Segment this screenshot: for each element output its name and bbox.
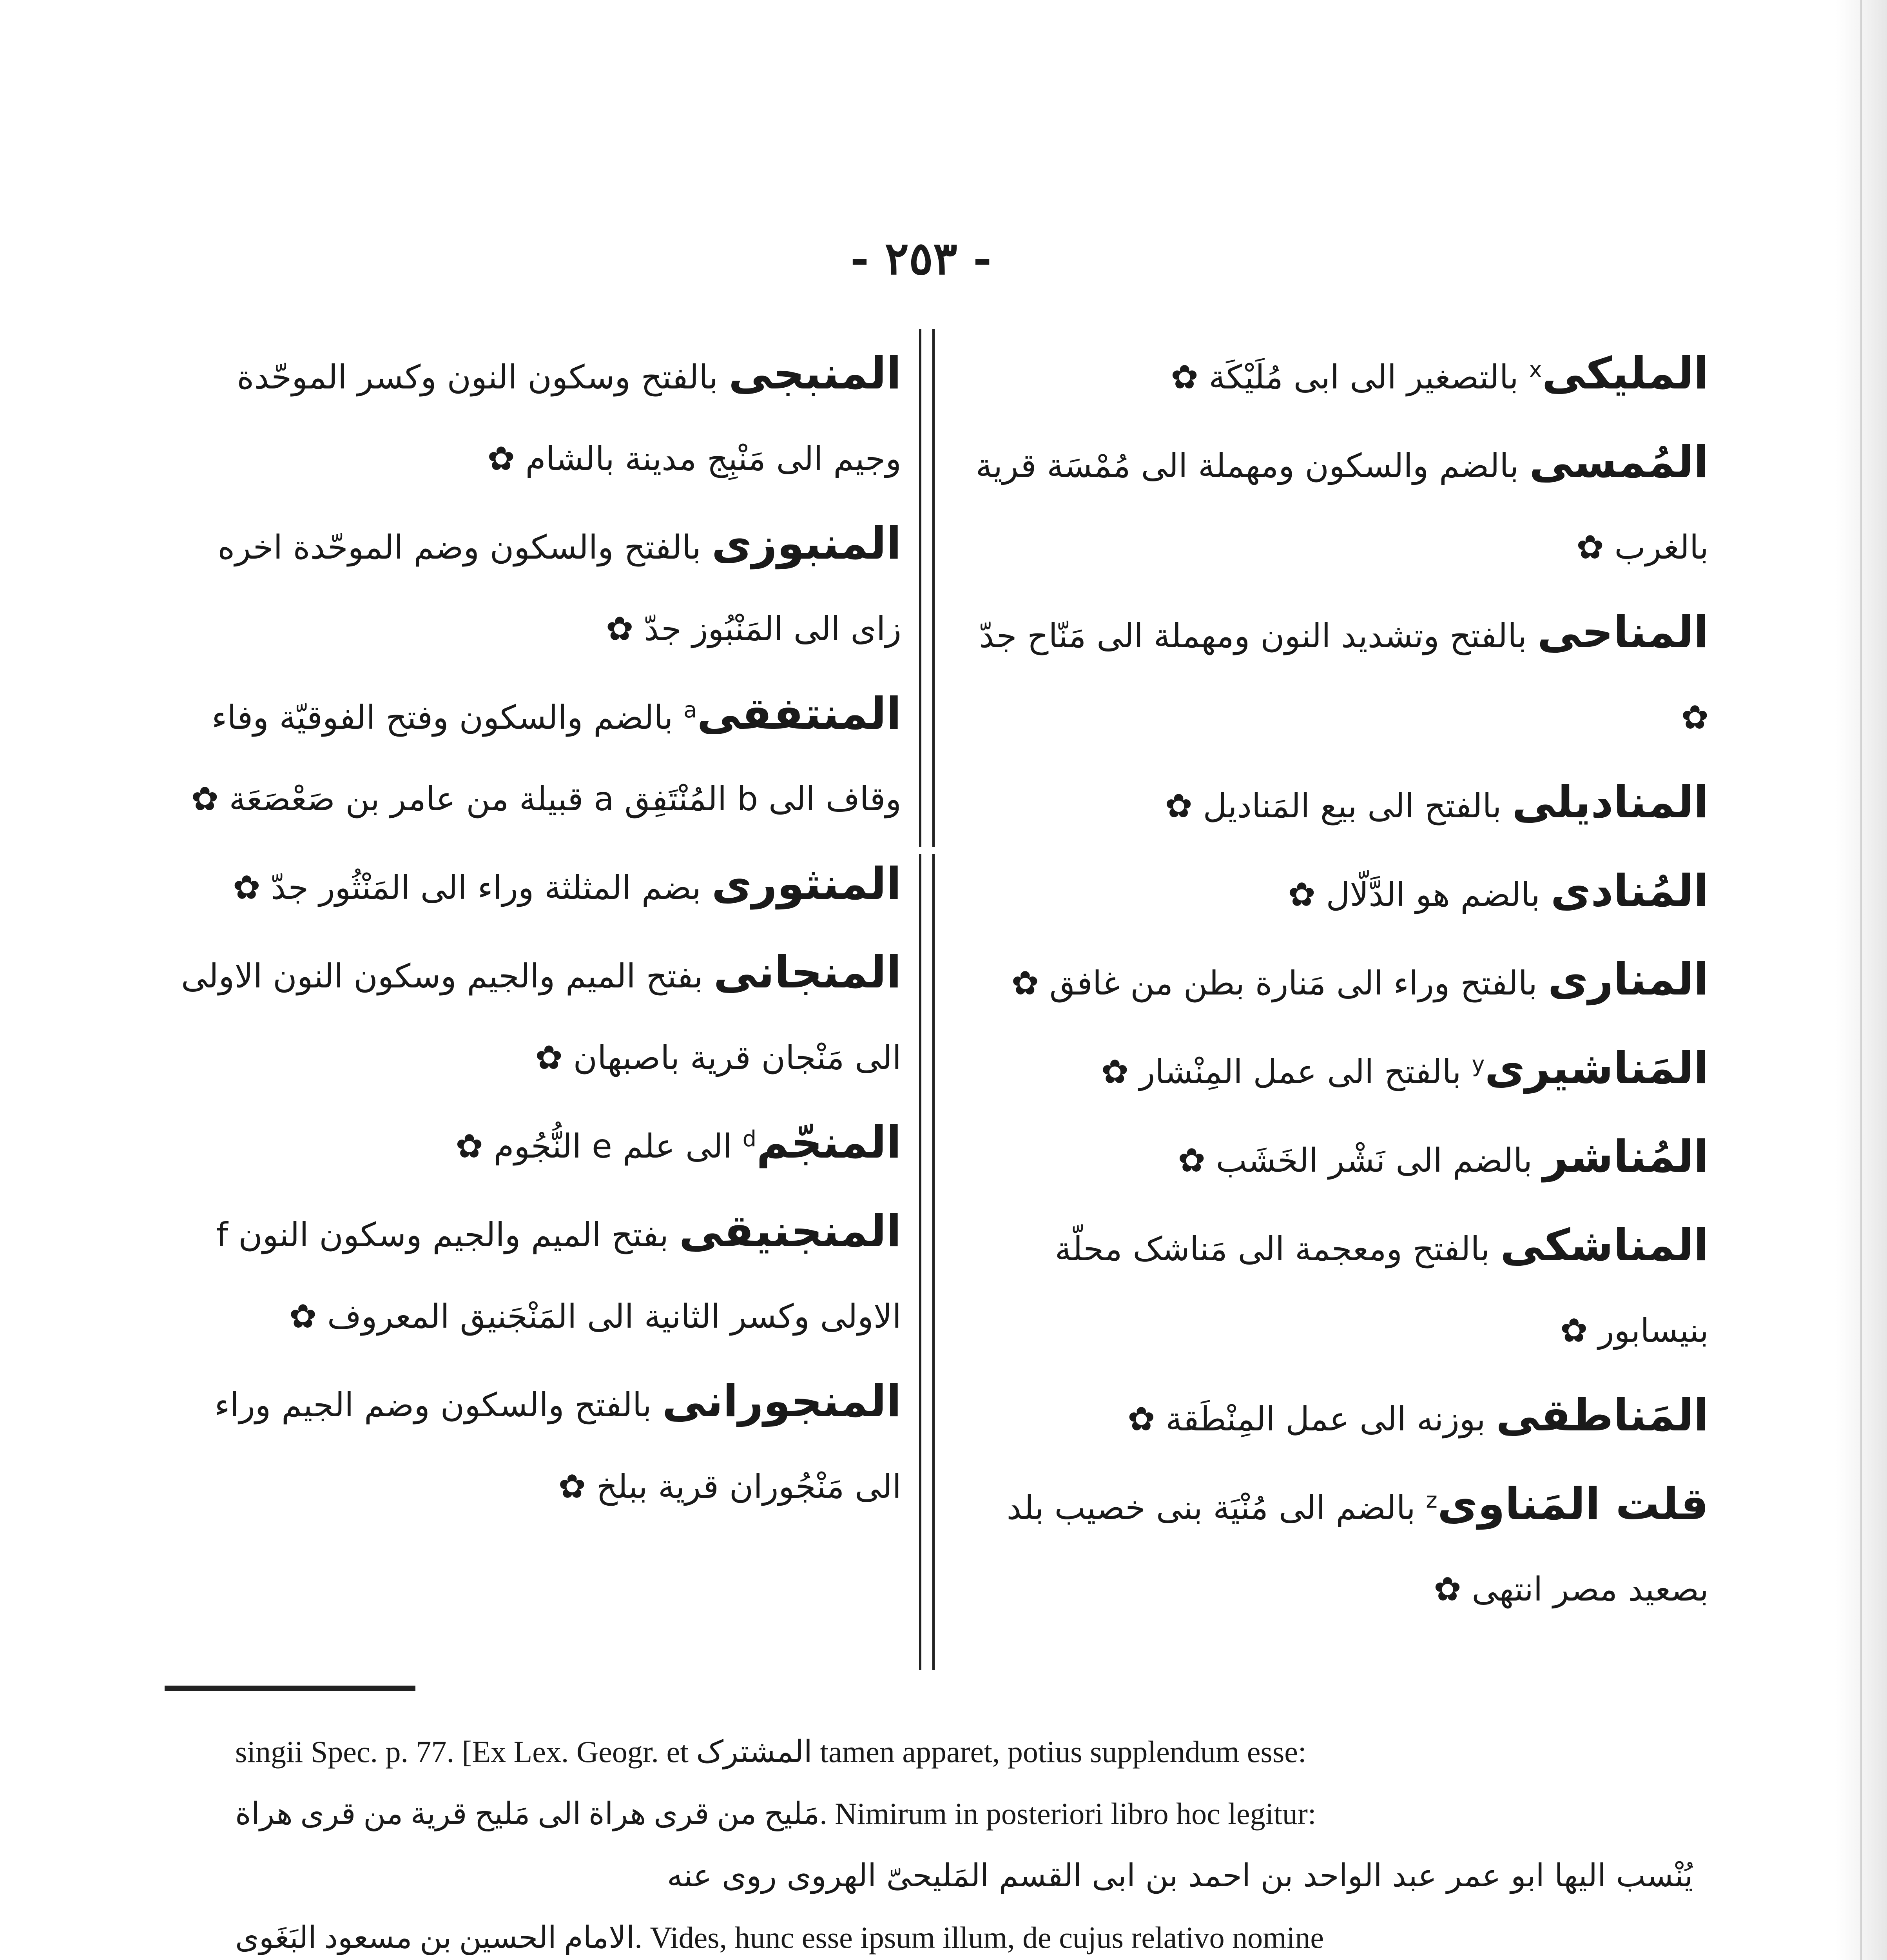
- entry: [960, 329, 1709, 418]
- entry-text: بالفتح والسكون وضم الجیم وراء الی مَنْجُوران قریة ببلخ ✿: [214, 1386, 901, 1506]
- entry-text: بالضم والسكون ومهملة الی مُمْسَة قریة بالغرب ✿: [975, 446, 1709, 566]
- entry: [165, 1098, 901, 1187]
- entry-text: بفتح المیم والجیم وسكون النون الاولی الی مَنْجان قریة باصبهان ✿: [181, 957, 901, 1077]
- entry: [960, 418, 1709, 588]
- entry-text: بفتح المیم والجیم وسكون النون f الاولی وكسر الثانیة الی المَنْجَنیق المعروف ✿: [216, 1216, 901, 1336]
- entry-text: بالضم الی مُنْیَة بنی خصیب بلد بصعید مصر انتهی ✿: [1006, 1488, 1709, 1608]
- entry-headword: المنجورانی: [662, 1376, 901, 1427]
- entry: [960, 1112, 1709, 1201]
- entry-headword: المَناطقی: [1496, 1390, 1709, 1441]
- column-divider: [919, 329, 935, 1670]
- footnote-rule: [165, 1686, 415, 1691]
- entry-headword: المَناشیری: [1485, 1043, 1709, 1094]
- footnote-marker: d: [742, 1126, 757, 1152]
- entry-text: بالتصغیر الی ابی مُلَیْکَة ✿: [1171, 358, 1529, 396]
- entry-text: بوزنه الی عمل المِنْطَقة ✿: [1127, 1400, 1496, 1438]
- entry: [960, 758, 1709, 847]
- scan-edge: [1836, 0, 1887, 1960]
- entry: [165, 928, 901, 1098]
- entry-text: بالضم هو الدَّلّال ✿: [1288, 875, 1551, 914]
- entry-text: بالفتح وتشدید النون ومهملة الی مَنّاح جدّ ✿: [979, 617, 1709, 737]
- entry: [165, 499, 901, 670]
- entry-headword: المُناشر: [1543, 1131, 1709, 1182]
- entry-headword: الملیکی: [1542, 348, 1709, 399]
- footnote-line: مَلیح من قری هراة الی مَلیح قریة من قری هراة. Nimirum in posteriori libro hoc legitur:: [235, 1797, 1316, 1831]
- entry-text: الی علم e النُّجُوم ✿: [455, 1127, 743, 1165]
- entry-headword: المنادیلی: [1512, 777, 1709, 828]
- entry-headword: المُمسی: [1529, 437, 1709, 488]
- entry: [165, 329, 901, 499]
- page-number: - ٢٥٣ -: [850, 232, 992, 285]
- entry-text: بالفتح الی بیع المَنادیل ✿: [1165, 787, 1512, 825]
- footnote-marker: y: [1472, 1052, 1485, 1077]
- entry-headword: المنبوزی: [711, 518, 901, 569]
- entry: [960, 1371, 1709, 1460]
- entry-text: بالفتح وسكون النون وكسر الموحّدة وجیم الی مَنْبِج مدینة بالشام ✿: [237, 358, 901, 478]
- divider-break: [918, 847, 939, 854]
- entry: [165, 670, 901, 840]
- entry: [165, 840, 901, 928]
- two-column-body: [165, 329, 1709, 1670]
- entry: [165, 1357, 901, 1527]
- entry-text: بالضم الی نَشْر الخَشَب ✿: [1178, 1141, 1543, 1180]
- footnote-line-arabic: یُنْسب الیها ابو عمر عبد الواحد بن احمد بن ابی القسم المَلیحیّ الهروی روی عنه: [667, 1857, 1693, 1894]
- footnotes: [235, 1721, 1693, 1960]
- entry: [960, 1024, 1709, 1112]
- entry-headword: المُنادی: [1550, 866, 1709, 916]
- entry-headword: المنجّم: [756, 1117, 901, 1168]
- entry-headword: المنبجی: [729, 348, 901, 399]
- entry-text: بالفتح والسكون وضم الموحّدة اخره زای الی المَنْبُوز جدّ ✿: [218, 528, 901, 648]
- entry-text: بالفتح وراء الی مَنارة بطن من غافق ✿: [1011, 964, 1548, 1002]
- entry-headword: المنجنیقی: [679, 1206, 901, 1257]
- entry-text: بالفتح ومعجمة الی مَناشک محلّة بنیسابور ✿: [1055, 1230, 1709, 1350]
- left-column: [165, 329, 901, 1670]
- entry: [960, 847, 1709, 935]
- entry-headword: المناشکی: [1500, 1220, 1709, 1271]
- entry-headword: المنثوری: [711, 858, 901, 909]
- footnote-line: singii Spec. p. 77. [Ex Lex. Geogr. et المشترک tamen apparet, potius supplendum esse:: [235, 1735, 1307, 1769]
- entry-text: بضم المثلثة وراء الی المَنْثُور جدّ ✿: [233, 868, 712, 907]
- right-column: [960, 329, 1709, 1670]
- entry-text: بالضم والسكون وفتح الفوقیّة وفاء وقاف الی b المُنْتَفِق a قبیلة من عامر بن صَعْصَعَة ✿: [191, 698, 901, 818]
- entry-headword: المنجانی: [713, 947, 901, 998]
- entry: [960, 588, 1709, 758]
- footnote-marker: a: [683, 697, 697, 723]
- entry-headword: المناحی: [1537, 607, 1709, 658]
- entry-headword: المنتفقی: [697, 688, 901, 739]
- entry-headword: قلت المَناوی: [1437, 1479, 1709, 1530]
- entry: [960, 935, 1709, 1024]
- footnote-line: الامام الحسین بن مسعود البَغَوی. Vides, hunc esse ipsum illum, de cujus relativo nomine: [235, 1920, 1324, 1955]
- entry-text: بالفتح الی عمل المِنْشار ✿: [1101, 1053, 1472, 1091]
- footnote-marker: z: [1426, 1488, 1437, 1513]
- entry: [960, 1460, 1709, 1630]
- entry: [960, 1201, 1709, 1371]
- entry-headword: المناری: [1548, 954, 1709, 1005]
- footnote-marker: x: [1529, 357, 1542, 383]
- entry: [165, 1187, 901, 1357]
